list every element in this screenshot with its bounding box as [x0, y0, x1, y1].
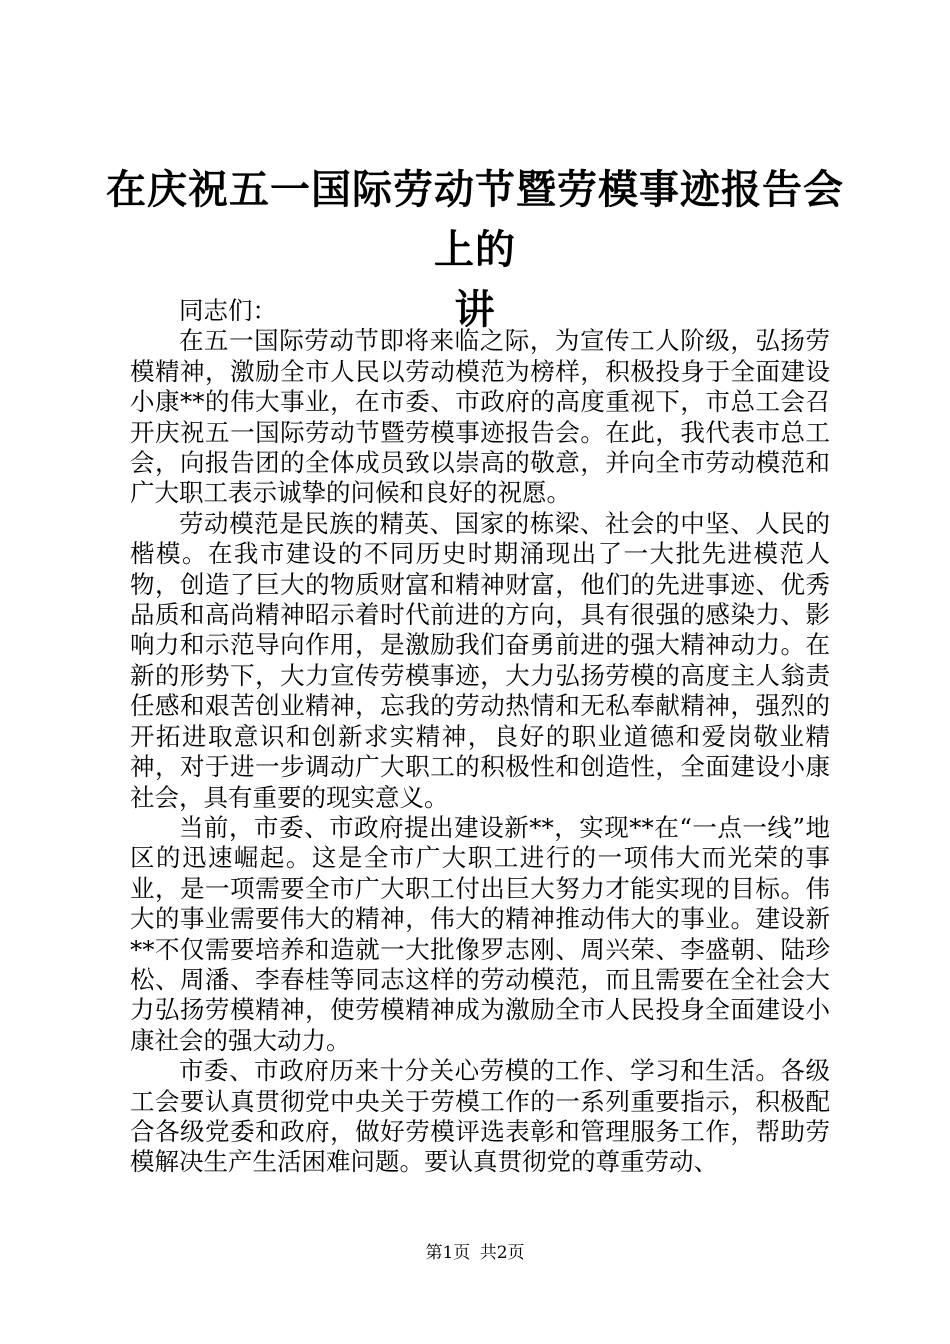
greeting: 同志们： — [179, 296, 277, 325]
document-body — [130, 296, 830, 1178]
paragraph-1: 在五一国际劳动节即将来临之际，为宣传工人阶级，弘扬劳模精神，激励全市人民以劳动模范为榜样，积极投身于全面建设小康**的伟大事业，在市委、市政府的高度重视下，市总工会召开庆祝五一国际劳动节暨劳模事迹报告会。在此，我代表市总工会，向报告团的全体成员致以崇高的敬意，并向全市劳动模范和广大职工表示诚挚的问候和良好的祝愿。 — [130, 326, 830, 508]
title-line-2: 讲 — [454, 286, 496, 333]
page-footer — [0, 1242, 950, 1264]
paragraph-3: 当前，市委、市政府提出建设新**，实现**在“一点一线”地区的迅速崛起。这是全市广大职工进行的一项伟大而光荣的事业，是一项需要全市广大职工付出巨大努力才能实现的目标。伟大的事业需要伟大的精神，伟大的精神推动伟大的事业。建设新**不仅需要培养和造就一大批像罗志刚、周兴荣、李盛朝、陆珍松、周潘、李春桂等同志这样的劳动模范，而且需要在全社会大力弘扬劳模精神，使劳模精神成为激励全市人民投身全面建设小康社会的强大动力。 — [130, 812, 830, 1055]
page-number: 第1页 — [425, 1243, 471, 1263]
paragraph-2: 劳动模范是民族的精英、国家的栋梁、社会的中坚、人民的楷模。在我市建设的不同历史时期涌现出了一大批先进模范人物，创造了巨大的物质财富和精神财富，他们的先进事迹、优秀品质和高尚精神昭示着时代前进的方向，具有很强的感染力、影响力和示范导向作用，是激励我们奋勇前进的强大精神动力。在新的形势下，大力宣传劳模事迹，大力弘扬劳模的高度主人翁责任感和艰苦创业精神，忘我的劳动热情和无私奉献精神，强烈的开拓进取意识和创新求实精神，良好的职业道德和爱岗敬业精神，对于进一步调动广大职工的积极性和创造性，全面建设小康社会，具有重要的现实意义。 — [130, 508, 830, 812]
page-total: 共2页 — [479, 1243, 525, 1263]
title-line-1: 在庆祝五一国际劳动节暨劳模事迹报告会上的 — [106, 166, 844, 273]
paragraph-4: 市委、市政府历来十分关心劳模的工作、学习和生活。各级工会要认真贯彻党中央关于劳模工作的一系列重要指示，积极配合各级党委和政府，做好劳模评选表彰和管理服务工作，帮助劳模解决生产生活困难问题。要认真贯彻党的尊重劳动、 — [130, 1056, 830, 1177]
